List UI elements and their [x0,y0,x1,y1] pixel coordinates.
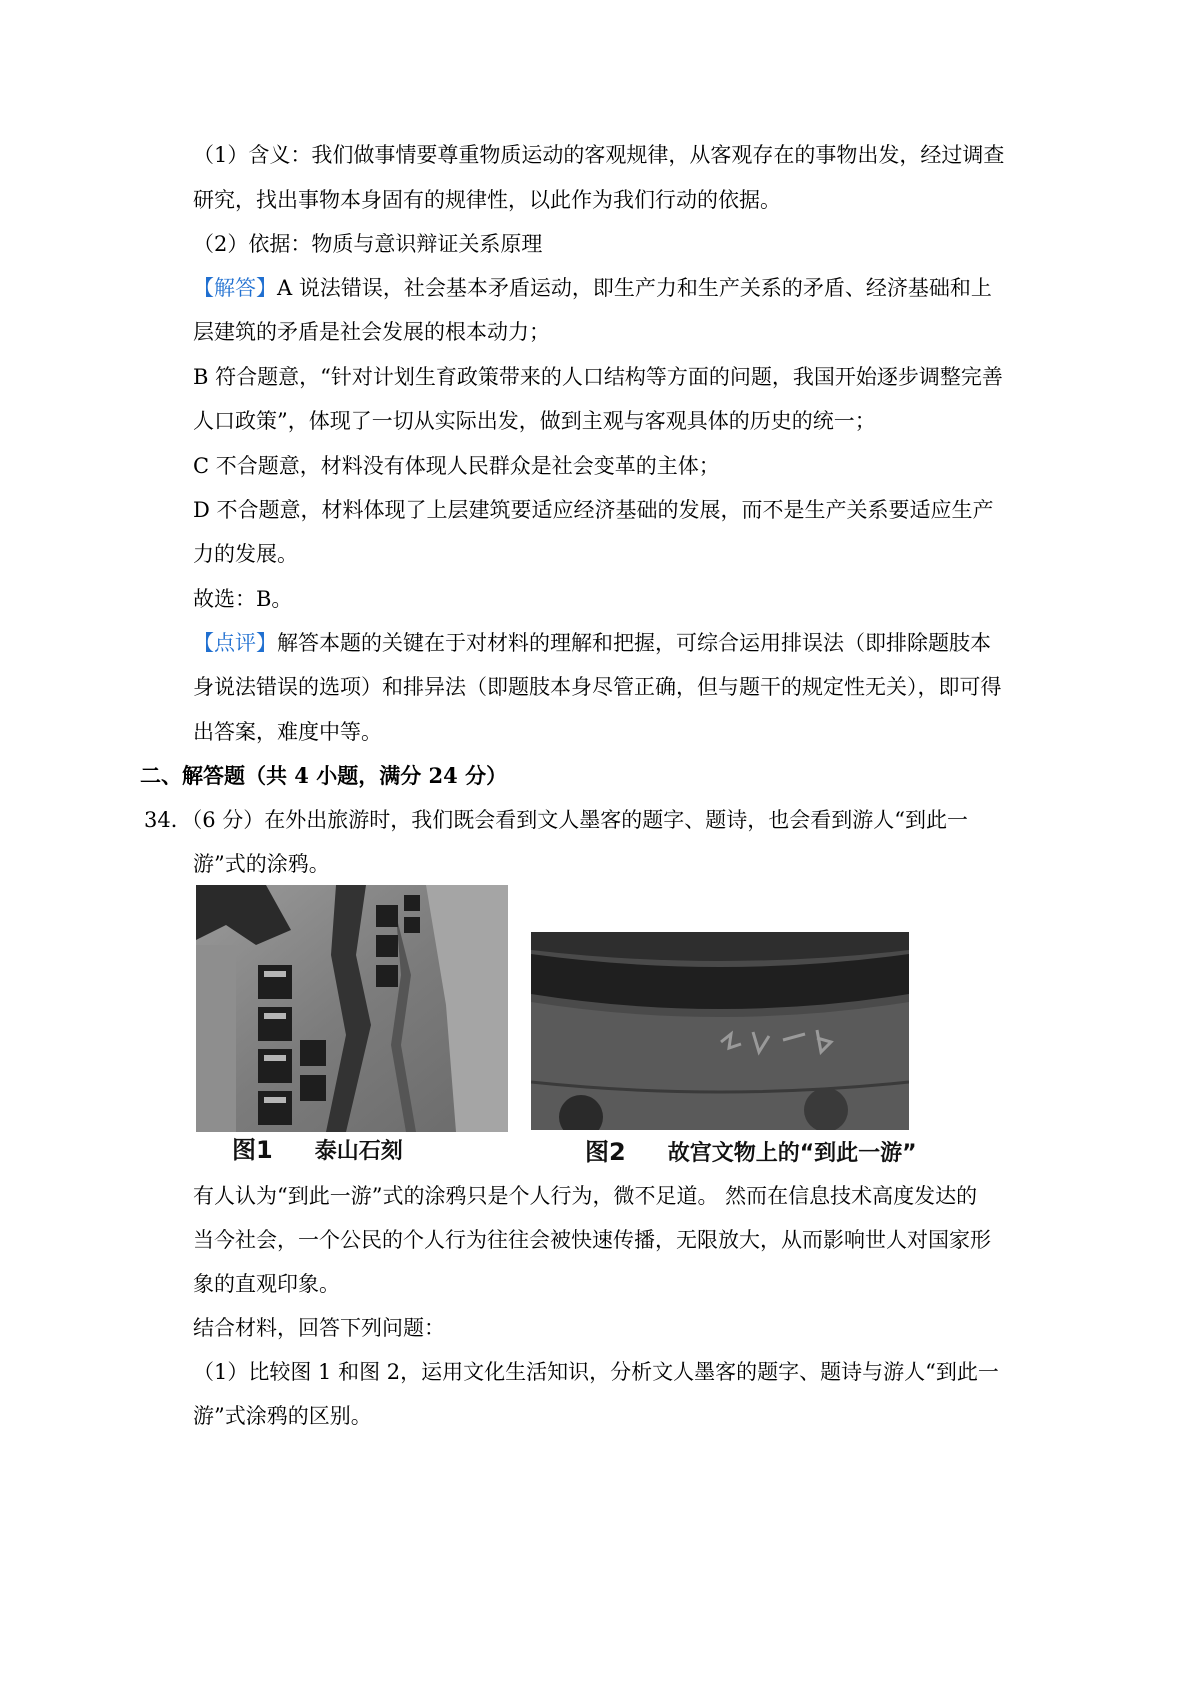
text-line: 层建筑的矛盾是社会发展的根本动力； [193,320,550,344]
answer-text: A 说法错误，社会基本矛盾运动，即生产力和生产关系的矛盾、经济基础和上 [277,276,992,300]
text-line: 人口政策”，体现了一切从实际出发，做到主观与客观具体的历史的统一； [193,409,876,433]
text-line: 力的发展。 [193,542,298,566]
text-line: C 不合题意，材料没有体现人民群众是社会变革的主体； [193,454,720,478]
comment-text: 解答本题的关键在于对材料的理解和把握，可综合运用排误法（即排除题肢本 [277,631,991,655]
figure-2-title: 故宫文物上的“到此一游” [667,1141,917,1166]
text-line: B 符合题意，“针对计划生育政策带来的人口结构等方面的问题，我国开始逐步调整完善 [193,365,1003,389]
text-line: （2）依据：物质与意识辩证关系原理 [193,232,543,256]
figure-2-number: 图2 [585,1138,626,1166]
figure-1-caption [232,1136,403,1166]
figure-1-title: 泰山石刻 [314,1139,403,1164]
text-line: 身说法错误的选项）和排异法（即题肢本身尽管正确，但与题干的规定性无关），即可得 [193,675,1002,699]
text-line: 有人认为“到此一游”式的涂鸦只是个人行为，微不足道。 然而在信息技术高度发达的 [193,1184,978,1208]
text-line [193,273,992,303]
sub-question: （1）比较图 1 和图 2，运用文化生活知识，分析文人墨客的题字、题诗与游人“到此一 [193,1360,999,1384]
section-heading: 二、解答题（共 4 小题，满分 24 分） [140,763,508,788]
question-stem: 34．（6 分）在外出旅游时，我们既会看到文人墨客的题字、题诗，也会看到游人“到此一 [144,808,968,832]
text-line: 研究，找出事物本身固有的规律性，以此作为我们行动的依据。 [193,188,781,212]
sub-question: 游”式涂鸦的区别。 [193,1404,372,1428]
figure-1-photo [196,885,508,1132]
text-line: 故选：B。 [193,587,293,611]
question-stem: 游”式的涂鸦。 [193,852,330,876]
comment-tag: 【点评】 [193,631,277,655]
text-line [193,628,991,658]
text-line: 出答案，难度中等。 [193,720,382,744]
text-line: 当今社会，一个公民的个人行为往往会被快速传播，无限放大，从而影响世人对国家形 [193,1228,991,1252]
text-line: （1）含义：我们做事情要尊重物质运动的客观规律，从客观存在的事物出发，经过调查 [193,143,1005,167]
text-line: 结合材料，回答下列问题： [193,1316,445,1340]
figure-1-number: 图1 [232,1136,273,1164]
text-line: D 不合题意，材料体现了上层建筑要适应经济基础的发展，而不是生产关系要适应生产 [193,498,994,522]
text-line: 象的直观印象。 [193,1272,340,1296]
figure-2-caption [585,1138,917,1168]
figure-2-photo [531,932,909,1130]
answer-tag: 【解答】 [193,276,277,300]
